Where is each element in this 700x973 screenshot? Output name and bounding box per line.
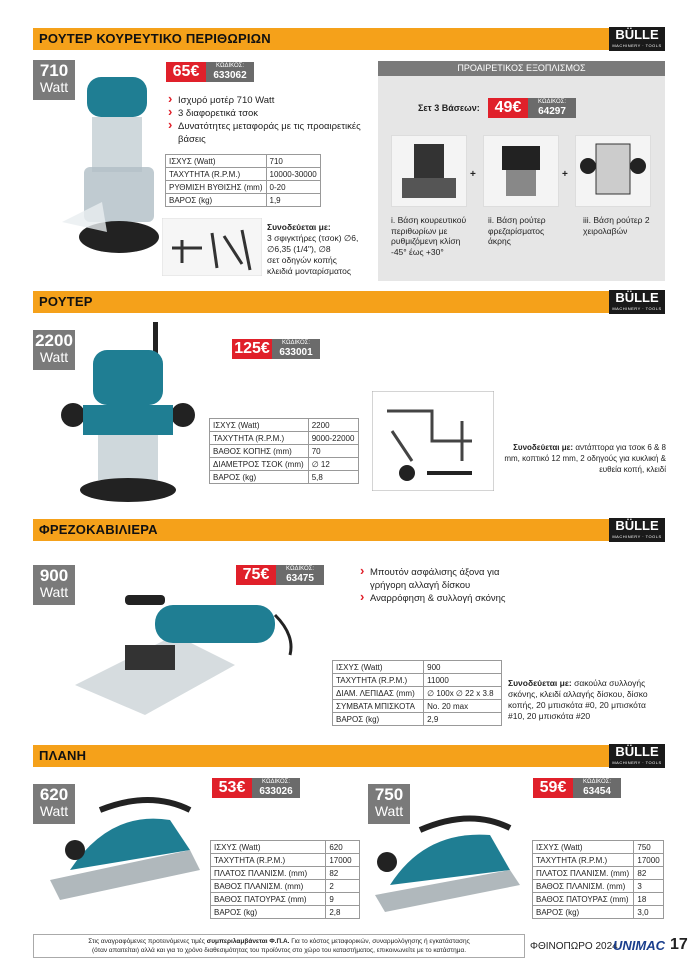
feature-list [360, 566, 510, 605]
watt-badge: 620 Watt [33, 784, 75, 824]
spec-table: ΙΣΧΥΣ (Watt) 2200 ΤΑΧΥΤΗΤΑ (R.P.M.) 9000-22000 ΒΑΘΟΣ ΚΟΠΗΣ (mm) 70 ΔΙΑΜΕΤΡΟΣ ΤΣΟΚ (mm) ∅ 12 ΒΑΡΟΣ (kg) 5,8 [209, 418, 359, 484]
section-title: ΡΟΥΤΕΡ [39, 294, 93, 309]
optional-equipment-panel: ΠΡΟΑΙΡΕΤΙΚΟΣ ΕΞΟΠΛΙΣΜΟΣ Σετ 3 Βάσεων: 49€ ΚΩΔΙΚΟΣ: 64297 + + i. Βάση κουρευτικού περιθωρίων με ρυθμιζόμενη κλίση -45° έως +30° ii. Βάση ρούτερ φρεζαρίσματος άκρης iii. Βάση ρούτερ 2 χειρολαβών [378, 61, 665, 281]
bulle-logo: BÜLLE MACHINERY · TOOLS [609, 518, 665, 542]
accessories-image [162, 218, 262, 276]
optional-title: ΠΡΟΑΙΡΕΤΙΚΟΣ ΕΞΟΠΛΙΣΜΟΣ [378, 61, 665, 76]
feature-item: › Ισχυρό μοτέρ 710 Watt [168, 94, 368, 107]
base-caption-3: iii. Βάση ρούτερ 2 χειρολαβών [583, 215, 650, 236]
plus-sign: + [562, 169, 568, 180]
included-item: σετ οδηγών κοπής [267, 255, 337, 265]
section-band-edge-router [33, 28, 665, 50]
section-band-planer [33, 745, 665, 767]
section-band-biscuit-jointer [33, 519, 665, 541]
spec-table: ΙΣΧΥΣ (Watt) 750 ΤΑΧΥΤΗΤΑ (R.P.M.) 17000 ΠΛΑΤΟΣ ΠΛΑΝΙΣΜ. (mm) 82 ΒΑΘΟΣ ΠΛΑΝΙΣΜ. (mm) 3 ΒΑΘΟΣ ΠΑΤΟΥΡΑΣ (mm) 18 ΒΑΡΟΣ (kg) 3,0 [532, 840, 664, 919]
included-item: κλειδιά μονταρίσματος [267, 266, 351, 276]
feature-item: › Μπουτόν ασφάλισης άξονα για γρήγορη αλλαγή δίσκου [360, 566, 510, 592]
page-number: 17 [670, 936, 688, 953]
base-caption-1: i. Βάση κουρευτικού περιθωρίων με ρυθμιζόμενη κλίση -45° έως +30° [391, 215, 467, 257]
base-image-3 [575, 135, 651, 207]
section-title: ΦΡΕΖΟΚΑΒΙΛΙΕΡΑ [39, 522, 158, 537]
included-accessories: Συνοδεύεται με: αντάπτορα για τσοκ 6 & 8 mm, κοπτικό 12 mm, 2 οδηγούς για κυκλική & ευθεία κοπή, κλειδί [504, 443, 666, 474]
footer-disclaimer: Στις αναγραφόμενες προτεινόμενες τιμές συμπεριλαμβάνεται Φ.Π.Α. Για το κόστος μεταφορικών, συναρμολόγησης ή εγκατάστασης (όταν απαιτείται) αλλά και για το χρόνο διαθεσιμότητας του προϊόντος στο χώρο του καταστήματος, επικοινωνείτε με το κατάστημα. [33, 934, 525, 958]
planer-750-image [365, 800, 530, 920]
included-item: 3 σφιγκτήρες (τσοκ) ∅6, ∅6,35 (1/4"), ∅8 [267, 233, 359, 254]
planer-620-image [40, 790, 210, 910]
watt-badge: 2200 Watt [33, 330, 75, 370]
watt-badge: 750 Watt [368, 784, 410, 824]
section-title: ΡΟΥΤΕΡ ΚΟΥΡΕΥΤΙΚΟ ΠΕΡΙΘΩΡΙΩΝ [39, 31, 271, 46]
spec-table: ΙΣΧΥΣ (Watt) 900 ΤΑΧΥΤΗΤΑ (R.P.M.) 11000 ΔΙΑΜ. ΛΕΠΙΔΑΣ (mm) ∅ 100x ∅ 22 x 3.8 ΣΥΜΒΑΤΑ ΜΠΙΣΚΟΤΑ No. 20 max ΒΑΡΟΣ (kg) 2,9 [332, 660, 502, 726]
watt-badge: 900 Watt [33, 565, 75, 605]
spec-table: ΙΣΧΥΣ (Watt) 620 ΤΑΧΥΤΗΤΑ (R.P.M.) 17000 ΠΛΑΤΟΣ ΠΛΑΝΙΣΜ. (mm) 82 ΒΑΘΟΣ ΠΛΑΝΙΣΜ. (mm) 2 ΒΑΘΟΣ ΠΑΤΟΥΡΑΣ (mm) 9 ΒΑΡΟΣ (kg) 2,8 [210, 840, 360, 919]
included-accessories: Συνοδεύεται με: σακούλα συλλογής σκόνης, κλειδί αλλαγής δίσκου, δίσκο κοπής, 20 μπισκότα #0, 20 μπισκότα #10, 20 μπισκότα #20 [508, 678, 648, 721]
edge-router-image [62, 72, 172, 262]
section-band-router [33, 291, 665, 313]
feature-item: › Αναρρόφηση & συλλογή σκόνης [360, 592, 510, 605]
base-caption-2: ii. Βάση ρούτερ φρεζαρίσματος άκρης [488, 215, 546, 246]
router-accessories-image [372, 391, 494, 491]
router-image [58, 320, 198, 510]
biscuit-jointer-image [65, 575, 295, 725]
feature-item: › 3 διαφορετικά τσοκ [168, 107, 368, 120]
watt-badge: 710 Watt [33, 60, 75, 100]
bulle-logo: BÜLLE MACHINERY · TOOLS [609, 744, 665, 768]
base-image-2 [483, 135, 559, 207]
bulle-logo: BÜLLE MACHINERY · TOOLS [609, 290, 665, 314]
feature-item: › Δυνατότητες μεταφοράς με τις προαιρετικές βάσεις [168, 120, 368, 146]
section-title: ΠΛΑΝΗ [39, 748, 87, 763]
feature-list [168, 94, 368, 146]
included-accessories: Συνοδεύεται με: 3 σφιγκτήρες (τσοκ) ∅6, ∅6,35 (1/4"), ∅8 σετ οδηγών κοπής κλειδιά μονταρίσματος [267, 222, 373, 277]
spec-table: ΙΣΧΥΣ (Watt) 710 ΤΑΧΥΤΗΤΑ (R.P.M.) 10000-30000 ΡΥΘΜΙΣΗ ΒΥΘΙΣΗΣ (mm) 0-20 ΒΑΡΟΣ (kg) 1,9 [165, 154, 321, 207]
base-image-1 [391, 135, 467, 207]
unimac-logo: UNIMAC [613, 938, 665, 953]
plus-sign: + [470, 169, 476, 180]
season-label: ΦΘΙΝΟΠΩΡΟ 2024 [530, 941, 618, 952]
set-label: Σετ 3 Βάσεων: [418, 103, 480, 113]
bulle-logo: BÜLLE MACHINERY · TOOLS [609, 27, 665, 51]
